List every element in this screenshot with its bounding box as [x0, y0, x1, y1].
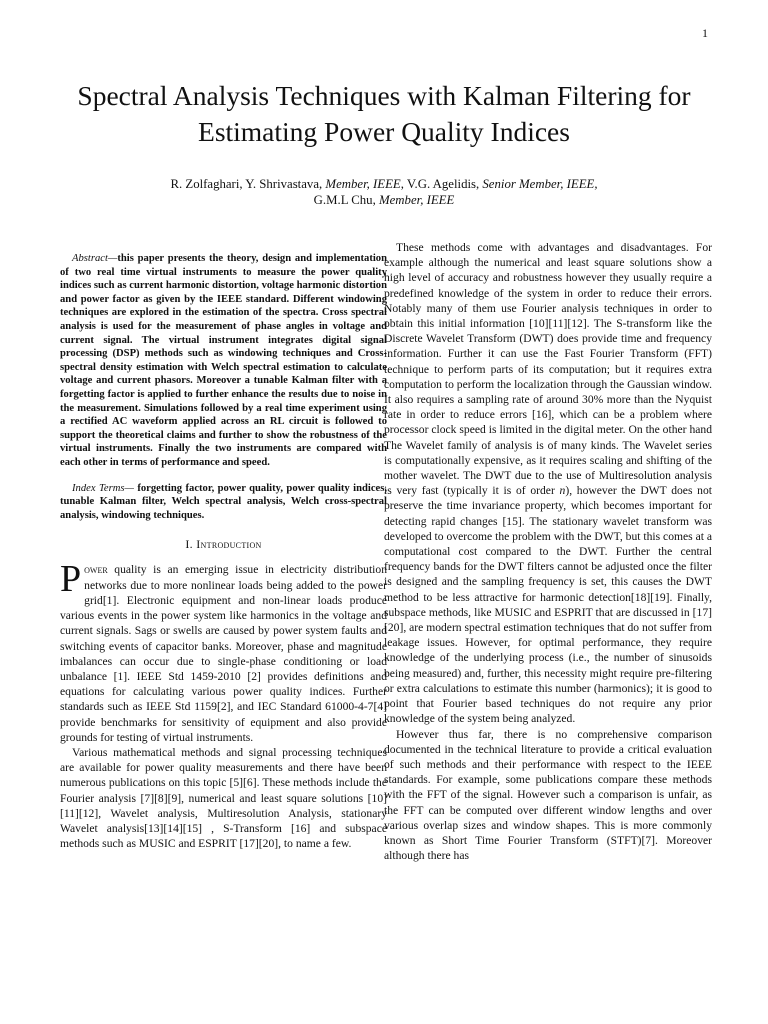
author-affiliation: Senior Member, IEEE, — [482, 177, 598, 191]
author-list — [60, 176, 708, 208]
abstract-text: this paper presents the theory, design and implementation of two real time virtual instruments to measure the power quality indices such as current harmonic distortion, voltage harmonic distortion and power factor as given by the IEEE standard. Different windowing techniques are explored in the estimation of the spectra. Cross spectral analysis is used for the measurement of phase angles in voltage and current signal. The virtual instrument integrates digital signal processing (DSP) methods such as windowing techniques and Cross-spectral density estimation with Welch spectral estimation to calculate voltage and current phasors. Moreover a tunable Kalman filter with a forgetting factor is applied to further enhance the results due to noise in the measurement. Simulations followed by a real time experiment using a rectified AC waveform applied across an RL circuit is followed to support the theoretical claims and further to show the robustness of the virtual instruments. Finally the two instruments are compared with each other in terms of performance and speed. — [60, 253, 387, 468]
paper-title: Spectral Analysis Techniques with Kalman Filtering for Estimating Power Quality Indices — [77, 80, 691, 147]
author-affiliation: Member, IEEE — [378, 193, 455, 207]
author-text: G.M.L Chu, — [313, 193, 379, 207]
intro-paragraph-1 — [60, 558, 387, 744]
right-paragraph-1-a: These methods come with advantages and disadvantages. For example although the numerical and least square solutions show a high level of accuracy and robustness however they usually require a predefined knowledge of the system in order to reduce their errors. Notably many of them use Fourier analysis techniques in order to obtain this initial information [10][11][12]. The S-transform like the Discrete Wavelet Transform (DWT) does provide time and frequency information. Further it can use the Fast Fourier Transform (FFT) technique to perform parts of its computation; but it requires extra computation to perform the localization through the Gaussian window. It also requires a sampling rate of around 30% more than the Nyquist rate in order to reduce errors [16], which can be a problem where processor clock speed is limited in the digital meter. On the other hand The Wavelet family of analysis is of many kinds. The Wavelet series is computationally expensive, as it requires scaling and shifting of the mother wavelet. The DWT due to the use of Multiresolution analysis is very fast (typically it is of order — [384, 241, 712, 498]
index-terms — [60, 482, 387, 523]
author-affiliation: Member, IEEE — [325, 177, 401, 191]
right-paragraph-2: However thus far, there is no comprehensive comparison documented in the technical literature to provide a critical evaluation of such methods and their performance with respect to the IEEE standards. For example, some publications compare these methods with the FFT of the signal. However such a comparison is unfair, as the FFT can be computed over different window lengths and over various overlap sizes and window shapes. This is more commonly known as Short Time Fourier Transform (STFT)[7]. Moreover although there has — [384, 727, 712, 863]
intro-paragraph-2: Various mathematical methods and signal processing techniques are available for power quality measurements and there have been numerous publications on this topic [5][6]. These methods include the Fourier analysis [7][8][9], numerical and least square solutions [10][11][12], Wavelet analysis, Multiresolution Analysis, stationary Wavelet analysis[13][14][15] , S-Transform [16] and subspace methods such as MUSIC and ESPRIT [17][20], to name a few. — [60, 745, 387, 851]
left-column — [60, 252, 387, 851]
index-terms-lead: Index Terms— — [72, 482, 134, 494]
order-variable: n — [559, 484, 566, 498]
abstract — [60, 252, 387, 470]
first-word-rest: ower — [84, 563, 108, 577]
author-text: R. Zolfaghari, Y. Shrivastava, — [170, 177, 326, 191]
drop-cap: P — [60, 558, 82, 601]
right-paragraph-1-b: ), however the DWT does not preserve the time invariance property, which becomes important for detecting rapid changes [15]. The stationary wavelet transform was developed to overcome the problem with the DWT, but this comes at a computational cost compared to the DWT. Further the central frequency bands for the DWT filters cannot be adjusted once the filter is designed and the sampling frequency is set, this causes the DWT method to be less attractive for harmonic detection[18][19]. Finally, subspace methods, like MUSIC and ESPRIT that are discussed in [17][20], are modern spectral estimation techniques that do not suffer from leakage issues. However, for optimal performance, they require knowledge of the underlying process (i.e., the number of sinusoids being measured) and, further, this necessity might require pre-filtering or extra calculations to estimate this number (harmonics); it is good to point that Fourier based techniques do not require any prior knowledge of the system being analyzed. — [384, 484, 712, 726]
author-text: , V.G. Agelidis, — [400, 177, 483, 191]
intro-paragraph-1-text: quality is an emerging issue in electricity distribution networks due to more nonlinear loads being added to the power grid[1]. Electronic equipment and non-linear loads produce various events in the power system like harmonics in the voltage and current signals. Sags or swells are caused by power system faults and switching events of capacitor banks. Moreover, phase and magnitude imbalances can occur due to single-phase conditioning or load unbalance [1]. IEEE Std 1459-2010 [2] provides definitions and equations for calculating various power quality indices. Further standards such as IEEE Std 1159[2], and IEC Standard 61000-4-7[4] provide benchmarks for sensitivity of equipment and also provide grounds for testing of virtual instruments. — [60, 563, 387, 744]
abstract-lead: Abstract— — [72, 253, 118, 264]
page-number: 1 — [702, 26, 708, 40]
right-column — [384, 240, 712, 863]
author-line-1 — [60, 176, 708, 192]
index-terms-text: forgetting factor, power quality, power quality indices, tunable Kalman filter, Welch spectral analysis, Welch cross-spectral analysis, windowing techniques. — [60, 482, 387, 521]
author-line-2 — [60, 192, 708, 208]
right-paragraph-1 — [384, 240, 712, 727]
section-heading-introduction: I. Introduction — [185, 537, 262, 552]
